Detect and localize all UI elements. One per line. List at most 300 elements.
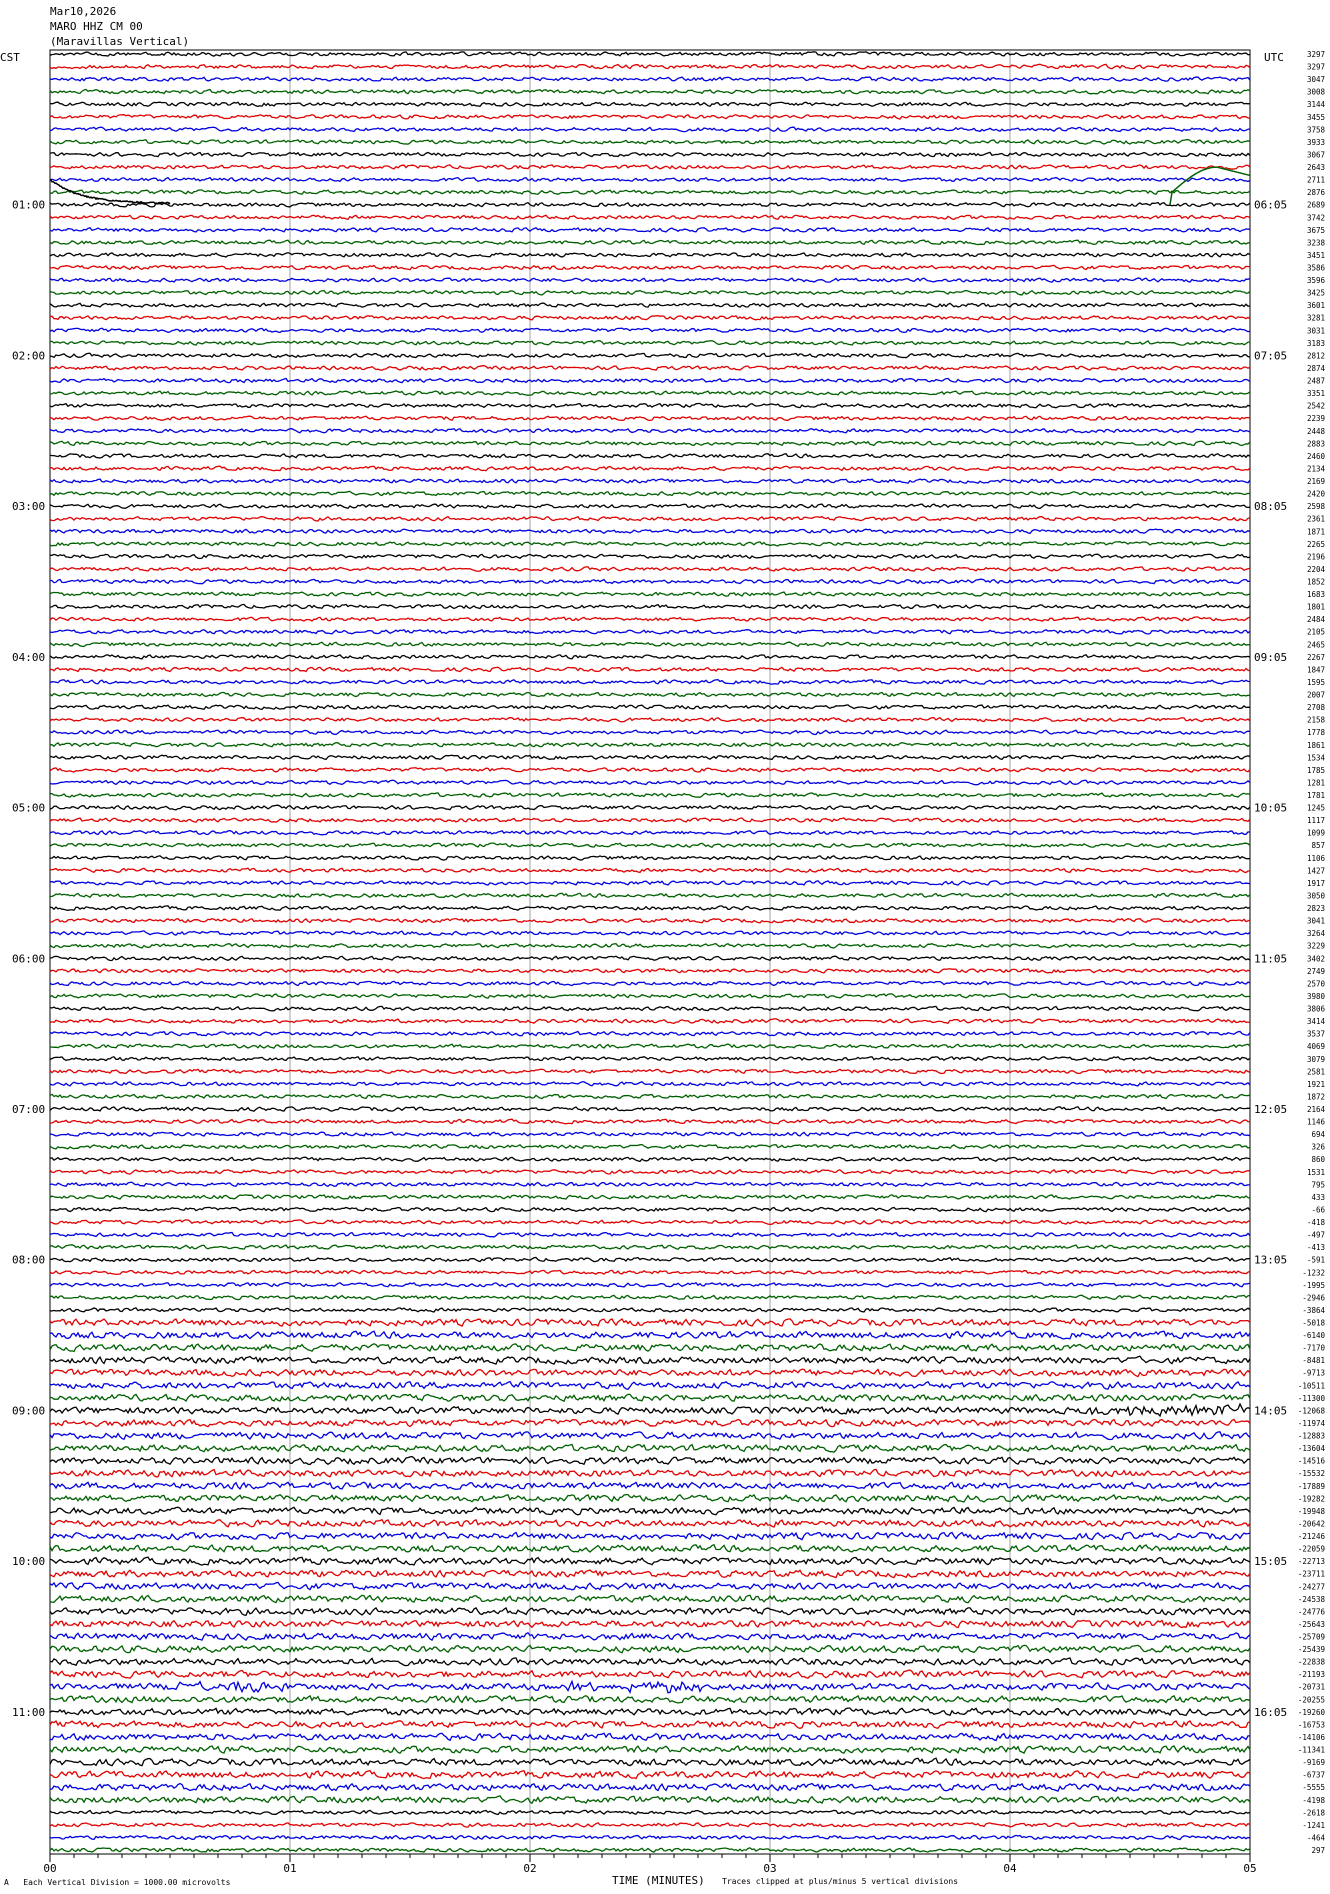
- trace-offset-label: 2265: [1306, 539, 1325, 549]
- clip-note: Traces clipped at plus/minus 5 vertical divisions: [722, 1877, 959, 1886]
- trace-offset-label: 2823: [1306, 904, 1325, 914]
- seismic-trace: [50, 1308, 1250, 1312]
- seismic-trace: [50, 718, 1250, 722]
- trace-offset-label: 3281: [1306, 313, 1325, 323]
- seismic-trace: [50, 1507, 1250, 1515]
- trace-offset-label: -11974: [1297, 1418, 1325, 1428]
- seismic-trace: [50, 1369, 1250, 1376]
- trace-offset-label: 3050: [1306, 891, 1325, 901]
- seismic-trace: [50, 1233, 1250, 1237]
- trace-offset-label: 1245: [1306, 803, 1325, 813]
- trace-offset-label: 3402: [1306, 954, 1325, 964]
- trace-offset-label: -17889: [1297, 1481, 1325, 1491]
- trace-offset-label: 3980: [1306, 991, 1325, 1001]
- trace-offset-label: 3675: [1306, 225, 1325, 235]
- seismic-trace: [50, 1495, 1250, 1502]
- trace-offset-label: 1917: [1306, 878, 1325, 888]
- trace-offset-label: 2689: [1306, 200, 1325, 210]
- seismic-trace: [50, 881, 1250, 885]
- trace-offset-label: 3586: [1306, 263, 1325, 273]
- trace-offset-label: 1871: [1306, 527, 1325, 537]
- trace-offset-label: -6140: [1302, 1331, 1325, 1341]
- trace-offset-label: -5018: [1302, 1318, 1325, 1328]
- seismic-trace: [50, 1848, 1250, 1852]
- trace-offset-label: -24776: [1297, 1607, 1325, 1617]
- trace-offset-label: 2164: [1306, 1104, 1325, 1114]
- trace-offset-label: -413: [1306, 1243, 1325, 1253]
- seismic-trace: [50, 856, 1250, 860]
- right-time-label: 16:05: [1254, 1705, 1288, 1719]
- trace-offset-label: 3451: [1306, 250, 1325, 260]
- trace-offset-label: -16753: [1297, 1720, 1325, 1730]
- seismic-trace: [50, 1696, 1250, 1703]
- trace-offset-label: -1241: [1302, 1820, 1325, 1830]
- seismic-trace: [50, 404, 1250, 408]
- seismic-trace: [50, 969, 1250, 973]
- trace-offset-label: -2618: [1302, 1808, 1325, 1818]
- trace-offset-label: 3537: [1306, 1029, 1325, 1039]
- seismic-trace: [50, 1344, 1250, 1352]
- seismic-trace: [50, 1270, 1250, 1274]
- seismic-trace: [50, 1419, 1250, 1426]
- trace-offset-label: 2749: [1306, 966, 1325, 976]
- trace-offset-label: -20255: [1297, 1695, 1325, 1705]
- right-time-label: 14:05: [1254, 1404, 1288, 1418]
- footer-mark: A: [4, 1878, 9, 1887]
- seismic-trace: [50, 768, 1250, 772]
- trace-offset-label: 3742: [1306, 213, 1325, 223]
- seismic-trace: [50, 1258, 1250, 1262]
- trace-offset-label: 3264: [1306, 929, 1325, 939]
- trace-offset-label: 1852: [1306, 577, 1325, 587]
- seismic-trace: [50, 441, 1250, 445]
- seismic-trace: [50, 893, 1250, 897]
- trace-offset-label: 1117: [1306, 816, 1325, 826]
- trace-offset-label: -20642: [1297, 1519, 1325, 1529]
- seismic-trace: [50, 956, 1250, 960]
- seismic-trace: [50, 391, 1250, 395]
- left-time-label: 06:00: [12, 952, 46, 966]
- seismic-trace: [50, 215, 1250, 219]
- trace-offset-label: 1861: [1306, 740, 1325, 750]
- seismic-trace: [50, 253, 1250, 257]
- trace-offset-label: -15532: [1297, 1469, 1325, 1479]
- seismic-trace: [50, 491, 1250, 495]
- seismic-trace: [50, 291, 1250, 295]
- left-time-label: 09:00: [12, 1404, 46, 1418]
- right-time-label: 11:05: [1254, 952, 1288, 966]
- left-axis-title: CST: [0, 51, 20, 64]
- trace-offset-label: 3238: [1306, 238, 1325, 248]
- x-tick-label: 04: [1003, 1862, 1017, 1875]
- seismic-trace: [50, 165, 1250, 169]
- seismic-trace: [50, 1057, 1250, 1061]
- seismic-trace: [50, 328, 1250, 332]
- trace-offset-label: 1099: [1306, 828, 1325, 838]
- seismic-trace: [50, 278, 1250, 282]
- seismic-trace: [50, 554, 1250, 558]
- trace-offset-label: 3455: [1306, 112, 1325, 122]
- seismic-trace: [50, 1771, 1250, 1779]
- trace-offset-label: 3144: [1306, 100, 1325, 110]
- trace-offset-label: 2484: [1306, 615, 1325, 625]
- seismic-trace: [50, 919, 1250, 923]
- trace-offset-label: 2711: [1306, 175, 1325, 185]
- seismic-trace: [50, 1182, 1250, 1186]
- trace-offset-label: 2812: [1306, 351, 1325, 361]
- scale-note-text: Each Vertical Division = 1000.00 microvolts: [23, 1878, 231, 1887]
- seismic-trace: [50, 1069, 1250, 1073]
- trace-offset-label: 2874: [1306, 363, 1325, 373]
- trace-offset-label: 1534: [1306, 753, 1325, 763]
- seismic-trace: [50, 52, 1250, 56]
- trace-offset-label: 1872: [1306, 1092, 1325, 1102]
- seismic-trace: [50, 127, 1250, 131]
- seismic-trace: [50, 1582, 1250, 1589]
- trace-offset-label: -497: [1306, 1230, 1325, 1240]
- trace-offset-label: 1778: [1306, 728, 1325, 738]
- seismic-trace: [50, 316, 1250, 320]
- seismic-trace: [50, 190, 1250, 194]
- seismic-trace: [50, 793, 1250, 797]
- seismic-trace: [50, 1283, 1250, 1287]
- trace-offset-label: 1847: [1306, 665, 1325, 675]
- seismic-trace: [50, 90, 1250, 94]
- trace-offset-label: 1781: [1306, 791, 1325, 801]
- seismic-trace: [50, 1620, 1250, 1627]
- seismic-trace: [50, 529, 1250, 533]
- seismic-trace: [50, 567, 1250, 571]
- seismic-trace: [50, 780, 1250, 784]
- seismic-trace: [50, 617, 1250, 621]
- seismic-trace: [50, 805, 1250, 810]
- right-time-label: 07:05: [1254, 349, 1288, 363]
- seismic-trace: [50, 1721, 1250, 1729]
- trace-offset-label: 2487: [1306, 376, 1325, 386]
- trace-offset-label: 1106: [1306, 853, 1325, 863]
- seismic-trace: [50, 1658, 1250, 1666]
- trace-offset-label: 2105: [1306, 627, 1325, 637]
- trace-offset-label: -9713: [1302, 1368, 1325, 1378]
- trace-offset-label: 2581: [1306, 1067, 1325, 1077]
- seismic-trace: [50, 454, 1250, 458]
- trace-offset-label: -24277: [1297, 1582, 1325, 1592]
- seismic-trace: [50, 1404, 1250, 1416]
- left-time-label: 03:00: [12, 500, 46, 514]
- trace-offset-label: -14106: [1297, 1732, 1325, 1742]
- trace-offset-label: 2570: [1306, 979, 1325, 989]
- left-time-label: 07:00: [12, 1102, 46, 1116]
- trace-offset-label: -418: [1306, 1218, 1325, 1228]
- seismic-trace: [50, 1295, 1250, 1299]
- seismic-trace: [50, 994, 1250, 998]
- trace-offset-label: 2598: [1306, 502, 1325, 512]
- seismic-trace: [50, 240, 1250, 245]
- trace-offset-label: 1146: [1306, 1117, 1325, 1127]
- trace-offset-label: 3933: [1306, 137, 1325, 147]
- seismic-trace: [50, 152, 1250, 156]
- seismic-trace: [50, 64, 1250, 68]
- seismic-trace: [50, 1520, 1250, 1527]
- trace-offset-label: 326: [1311, 1142, 1325, 1152]
- trace-offset-label: 1595: [1306, 677, 1325, 687]
- seismic-trace: [50, 1810, 1250, 1814]
- trace-offset-label: -21193: [1297, 1670, 1325, 1680]
- seismic-trace: [50, 1432, 1250, 1440]
- seismic-trace: [50, 378, 1250, 382]
- left-time-label: 08:00: [12, 1253, 46, 1267]
- seismic-trace: [50, 906, 1250, 911]
- seismic-trace: [50, 1633, 1250, 1640]
- seismic-trace: [50, 981, 1250, 985]
- trace-offset-label: 860: [1311, 1155, 1325, 1165]
- trace-offset-label: 2007: [1306, 690, 1325, 700]
- trace-offset-label: -25439: [1297, 1645, 1325, 1655]
- trace-offset-label: 2448: [1306, 426, 1325, 436]
- right-time-label: 08:05: [1254, 500, 1288, 514]
- trace-offset-label: -22059: [1297, 1544, 1325, 1554]
- trace-offset-label: -19282: [1297, 1494, 1325, 1504]
- seismic-trace: [50, 1107, 1250, 1111]
- chart-date: Mar10,2026: [50, 5, 117, 18]
- scale-note: [4, 1878, 230, 1887]
- trace-offset-label: -4198: [1302, 1795, 1325, 1805]
- trace-offset-label: -8481: [1302, 1356, 1325, 1366]
- drift-curve: [1170, 167, 1250, 205]
- seismic-trace: [50, 1019, 1250, 1024]
- trace-offset-label: 2708: [1306, 703, 1325, 713]
- seismic-trace: [50, 1356, 1250, 1364]
- seismic-trace: [50, 868, 1250, 872]
- right-time-label: 12:05: [1254, 1102, 1288, 1116]
- seismic-trace: [50, 667, 1250, 671]
- seismic-trace: [50, 140, 1250, 145]
- seismic-trace: [50, 1032, 1250, 1036]
- trace-offset-label: 1801: [1306, 602, 1325, 612]
- axis-labels: [0, 50, 1325, 1875]
- left-time-label: 04:00: [12, 650, 46, 664]
- seismic-trace: [50, 1545, 1250, 1552]
- trace-offset-label: -6737: [1302, 1770, 1325, 1780]
- time-gridlines: [50, 50, 1250, 1862]
- seismic-trace: [50, 366, 1250, 371]
- seismic-trace: [50, 692, 1250, 696]
- trace-offset-label: -12068: [1297, 1406, 1325, 1416]
- seismic-trace: [50, 705, 1250, 709]
- seismic-trace: [50, 680, 1250, 685]
- trace-offset-label: 1785: [1306, 765, 1325, 775]
- trace-offset-label: 297: [1311, 1846, 1325, 1855]
- trace-offset-label: 433: [1311, 1192, 1325, 1202]
- seismic-trace: [50, 831, 1250, 835]
- trace-offset-label: 1531: [1306, 1167, 1325, 1177]
- x-tick-label: 01: [283, 1862, 297, 1875]
- trace-offset-label: 1281: [1306, 778, 1325, 788]
- trace-offset-label: 3297: [1306, 62, 1325, 72]
- seismic-trace: [50, 1094, 1250, 1098]
- seismic-trace: [50, 604, 1250, 608]
- trace-offset-label: 3758: [1306, 125, 1325, 135]
- seismic-trace: [50, 1445, 1250, 1453]
- seismic-trace: [50, 1132, 1250, 1136]
- seismic-trace: [50, 1733, 1250, 1740]
- trace-offset-label: 2876: [1306, 188, 1325, 198]
- trace-offset-label: 2134: [1306, 464, 1325, 474]
- seismic-trace: [50, 466, 1250, 471]
- seismic-trace: [50, 592, 1250, 596]
- seismic-trace: [50, 579, 1250, 584]
- seismic-trace: [50, 1157, 1250, 1161]
- seismic-trace: [50, 1532, 1250, 1539]
- trace-offset-label: 3425: [1306, 288, 1325, 298]
- trace-offset-label: -22838: [1297, 1657, 1325, 1667]
- trace-offset-label: 3067: [1306, 150, 1325, 160]
- seismic-trace: [50, 1319, 1250, 1326]
- seismic-trace: [50, 755, 1250, 759]
- seismic-trace: [50, 115, 1250, 119]
- seismic-trace: [50, 1670, 1250, 1678]
- trace-offset-label: -13604: [1297, 1444, 1325, 1454]
- right-axis-title: UTC: [1264, 51, 1284, 64]
- trace-offset-label: 3806: [1306, 1004, 1325, 1014]
- seismic-trace: [50, 931, 1250, 935]
- trace-offset-label: 2465: [1306, 640, 1325, 650]
- seismic-trace: [50, 517, 1250, 521]
- trace-offset-label: 2420: [1306, 489, 1325, 499]
- trace-offset-label: -11341: [1297, 1745, 1325, 1755]
- seismic-trace: [50, 1784, 1250, 1792]
- right-time-label: 09:05: [1254, 650, 1288, 664]
- station-code: MARO HHZ CM 00: [50, 20, 143, 33]
- trace-offset-label: -2946: [1302, 1293, 1325, 1303]
- trace-offset-label: 1921: [1306, 1079, 1325, 1089]
- trace-offset-label: -464: [1306, 1833, 1325, 1843]
- trace-offset-label: 2158: [1306, 715, 1325, 725]
- trace-offset-label: -66: [1311, 1205, 1325, 1215]
- left-time-label: 02:00: [12, 349, 46, 363]
- seismic-trace: [50, 1681, 1250, 1692]
- seismic-trace: [50, 1207, 1250, 1211]
- seismic-trace: [50, 303, 1250, 307]
- seismic-trace: [50, 1557, 1250, 1565]
- left-time-label: 01:00: [12, 198, 46, 212]
- seismic-trace: [50, 265, 1250, 269]
- seismic-trace: [50, 1119, 1250, 1124]
- x-tick-label: 02: [523, 1862, 537, 1875]
- trace-offset-label: -23711: [1297, 1569, 1325, 1579]
- trace-offset-label: 3008: [1306, 87, 1325, 97]
- seismic-trace: [50, 102, 1250, 106]
- seismic-trace: [50, 1457, 1250, 1465]
- right-time-label: 15:05: [1254, 1555, 1288, 1569]
- seismic-trace: [50, 1608, 1250, 1616]
- trace-offset-label: -11300: [1297, 1393, 1325, 1403]
- seismic-trace: [50, 504, 1250, 508]
- trace-offset-label: -1232: [1302, 1268, 1325, 1278]
- x-tick-label: 03: [763, 1862, 777, 1875]
- trace-offset-label: 1427: [1306, 866, 1325, 876]
- seismic-trace: [50, 1195, 1250, 1199]
- x-axis-label: TIME (MINUTES): [612, 1874, 705, 1887]
- trace-offset-label: 3041: [1306, 916, 1325, 926]
- trace-offset-label: -21246: [1297, 1532, 1325, 1542]
- trace-offset-label: -5555: [1302, 1783, 1325, 1793]
- left-time-label: 05:00: [12, 801, 46, 815]
- trace-offset-label: -7170: [1302, 1343, 1325, 1353]
- seismic-trace: [50, 843, 1250, 847]
- seismic-trace: [50, 630, 1250, 634]
- seismic-trace: [50, 642, 1250, 646]
- trace-offset-label: -24538: [1297, 1594, 1325, 1604]
- trace-offset-label: 3601: [1306, 301, 1325, 311]
- trace-offset-label: 3351: [1306, 389, 1325, 399]
- trace-offset-label: 2460: [1306, 451, 1325, 461]
- trace-offset-label: 2169: [1306, 477, 1325, 487]
- seismic-trace: [50, 416, 1250, 420]
- seismic-trace: [50, 818, 1250, 822]
- seismic-trace: [50, 1170, 1250, 1174]
- trace-offset-label: 3047: [1306, 75, 1325, 85]
- seismic-trace: [50, 1595, 1250, 1603]
- seismic-trace: [50, 1823, 1250, 1827]
- seismic-trace: [50, 1331, 1250, 1339]
- seismic-trace: [50, 1645, 1250, 1652]
- trace-offset-label: 2643: [1306, 163, 1325, 173]
- seismic-trace: [50, 178, 1250, 182]
- left-time-label: 11:00: [12, 1705, 46, 1719]
- trace-offset-label: 3297: [1306, 50, 1325, 59]
- trace-offset-label: 2196: [1306, 552, 1325, 562]
- trace-offset-label: 2204: [1306, 564, 1325, 574]
- trace-offset-label: -22713: [1297, 1557, 1325, 1567]
- seismic-trace: [50, 1835, 1250, 1839]
- seismic-traces: [50, 52, 1250, 1852]
- seismic-trace: [50, 203, 1250, 207]
- trace-offset-label: -1995: [1302, 1280, 1325, 1290]
- trace-offset-label: 4069: [1306, 1042, 1325, 1052]
- trace-offset-label: -10511: [1297, 1381, 1325, 1391]
- left-time-label: 10:00: [12, 1555, 46, 1569]
- right-time-label: 13:05: [1254, 1253, 1288, 1267]
- seismic-trace: [50, 1082, 1250, 1086]
- seismic-trace: [50, 479, 1250, 483]
- seismic-trace: [50, 77, 1250, 81]
- trace-offset-label: 2361: [1306, 514, 1325, 524]
- trace-offset-label: 2542: [1306, 401, 1325, 411]
- seismic-trace: [50, 1382, 1250, 1390]
- seismic-trace: [50, 1758, 1250, 1766]
- trace-offset-label: -3864: [1302, 1305, 1325, 1315]
- trace-offset-label: -25643: [1297, 1619, 1325, 1629]
- trace-offset-label: 3414: [1306, 1017, 1325, 1027]
- seismic-trace: [50, 655, 1250, 659]
- trace-offset-label: -591: [1306, 1255, 1325, 1265]
- seismic-trace: [50, 542, 1250, 546]
- seismic-trace: [50, 1570, 1250, 1578]
- trace-offset-label: 3183: [1306, 338, 1325, 348]
- seismic-trace: [50, 1708, 1250, 1715]
- seismic-trace: [50, 353, 1250, 357]
- seismic-trace: [50, 730, 1250, 734]
- trace-offset-label: 857: [1311, 841, 1325, 851]
- seismic-trace: [50, 1482, 1250, 1489]
- x-tick-label: 05: [1243, 1862, 1257, 1875]
- seismic-trace: [50, 1394, 1250, 1401]
- seismic-trace: [50, 1145, 1250, 1149]
- trace-offset-label: 694: [1311, 1130, 1325, 1140]
- trace-offset-label: 3031: [1306, 326, 1325, 336]
- seismic-trace: [50, 743, 1250, 747]
